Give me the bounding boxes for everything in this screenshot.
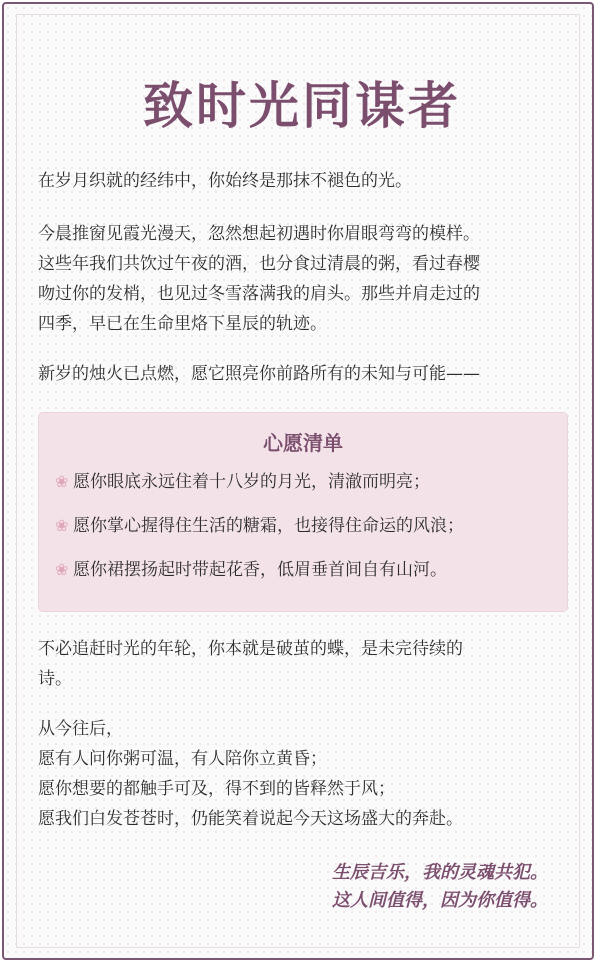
signature-line: 这人间值得，因为你值得。 (332, 890, 548, 911)
signature-line: 生辰吉乐，我的灵魂共犯。 (332, 862, 548, 883)
future-line: 愿有人问你粥可温，有人陪你立黄昏； (38, 749, 327, 769)
wish-text: 愿你掌心握得住生活的糖霜，也接得住命运的风浪； (73, 516, 464, 536)
wish-text: 愿你裙摆扬起时带起花香，低眉垂首间自有山河。 (73, 560, 447, 580)
memory-paragraph (38, 219, 578, 339)
cherry-blossom-icon: ❀ (55, 516, 69, 535)
future-line: 愿我们白发苍苍时，仍能笑着说起今天这场盛大的奔赴。 (38, 809, 463, 829)
future-line: 愿你想要的都触手可及，得不到的皆释然于风； (38, 779, 395, 799)
intro-line: 在岁月织就的经纬中，你始终是那抹不褪色的光。 (38, 171, 412, 191)
wish-text: 愿你眼底永远住着十八岁的月光，清澈而明亮； (73, 472, 430, 492)
memory-line: 这些年我们共饮过午夜的酒，也分食过清晨的粥，看过春樱 (38, 254, 480, 274)
future-line: 从今往后， (38, 719, 123, 739)
cherry-blossom-icon: ❀ (55, 472, 69, 491)
no-rush-line: 不必追赶时光的年轮，你本就是破茧的蝶，是未完待续的 (38, 639, 463, 659)
page-title: 致时光同谋者 (143, 77, 461, 135)
memory-line: 吻过你的发梢，也见过冬雪落满我的肩头。那些并肩走过的 (38, 284, 480, 304)
wish-list-box (38, 412, 568, 612)
memory-line: 四季，早已在生命里烙下星辰的轨迹。 (38, 314, 327, 334)
no-rush-paragraph (38, 634, 578, 694)
signature (332, 859, 548, 915)
wish-list-item (55, 557, 447, 583)
wish-list-title: 心愿清单 (263, 431, 343, 455)
future-paragraph (38, 714, 578, 834)
new-year-line: 新岁的烛火已点燃，愿它照亮你前路所有的未知与可能—— (38, 364, 480, 384)
greeting-card (2, 2, 594, 960)
wish-list-item (55, 513, 464, 539)
no-rush-line: 诗。 (38, 669, 72, 689)
new-year-paragraph (38, 359, 578, 389)
wish-list-item (55, 469, 430, 495)
cherry-blossom-icon: ❀ (55, 560, 69, 579)
memory-line: 今晨推窗见霞光漫天，忽然想起初遇时你眉眼弯弯的模样。 (38, 224, 480, 244)
intro-paragraph (38, 166, 578, 196)
